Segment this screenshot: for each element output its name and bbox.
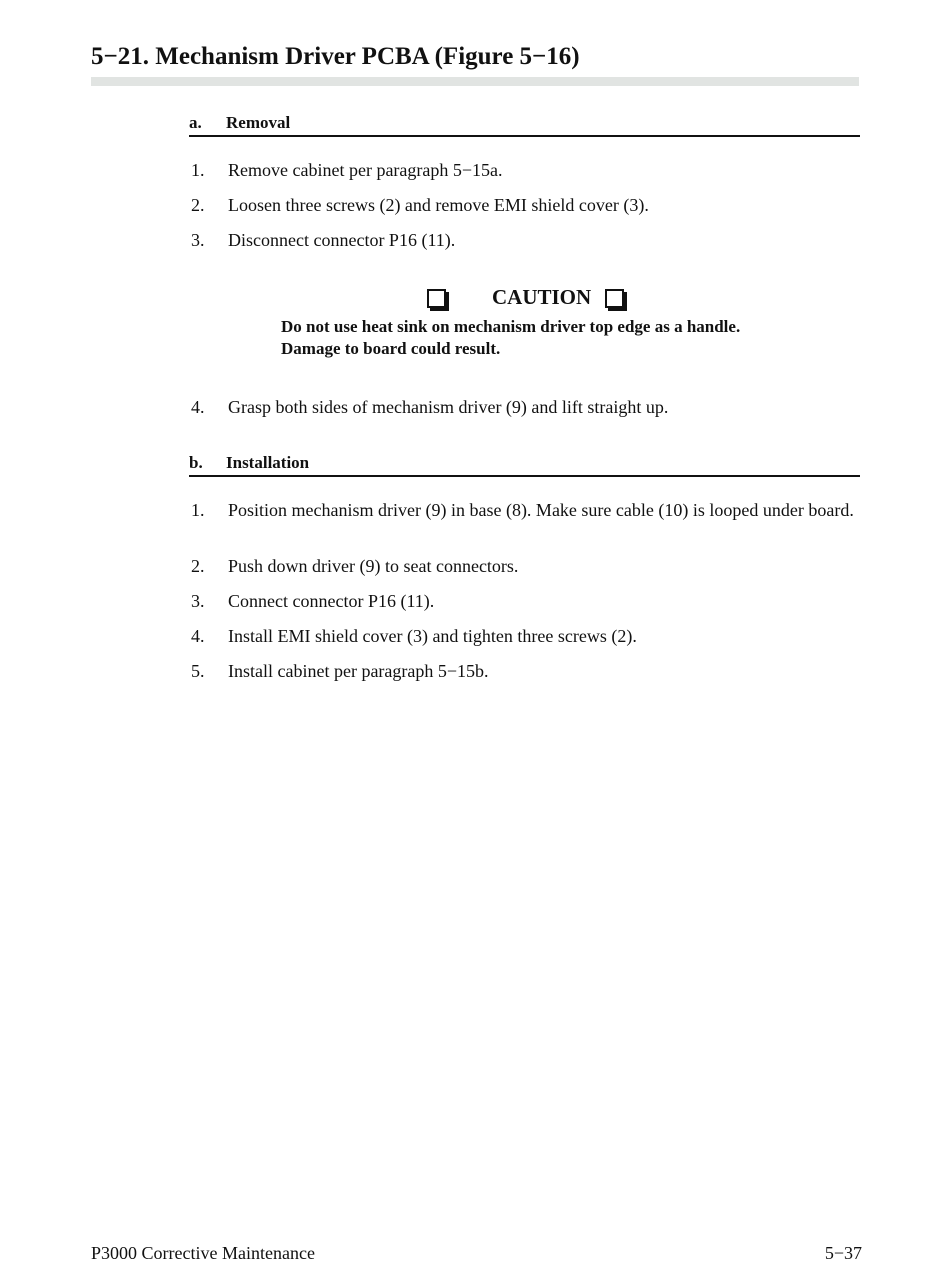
step-number: 2. [191,195,205,215]
step-number: 1. [191,160,205,180]
step-text: Install EMI shield cover (3) and tighten three screws (2). [228,626,637,646]
step-text: Connect connector P16 (11). [228,591,435,611]
step-number: 3. [191,230,205,250]
step-text: Loosen three screws (2) and remove EMI shield cover (3). [228,195,649,215]
removal-step-4 [189,396,861,418]
section-heading-removal [189,113,860,137]
step-text: Position mechanism driver (9) in base (8). Make sure cable (10) is looped under board. [228,500,854,520]
step-number: 4. [191,397,205,417]
section-title: Installation [226,453,310,472]
step-text: Install cabinet per paragraph 5−15b. [228,661,489,681]
installation-step-5 [189,660,861,682]
caution-line: Do not use heat sink on mechanism driver top edge as a handle. [281,317,741,336]
step-number: 5. [191,661,205,681]
caution-text [281,316,841,360]
removal-step-3 [189,229,861,251]
step-text: Remove cabinet per paragraph 5−15a. [228,160,503,180]
step-text: Grasp both sides of mechanism driver (9) and lift straight up. [228,397,669,417]
caution-heading [425,284,635,312]
caution-label: CAUTION [492,285,592,309]
section-title: Removal [226,113,291,132]
installation-step-3 [189,590,861,612]
installation-step-2 [189,555,861,577]
title-rule [91,77,859,86]
step-number: 4. [191,626,205,646]
footer-page-number: 5−37 [824,1243,862,1263]
ballot-box-icon [427,289,446,308]
removal-step-2 [189,194,861,216]
step-number: 2. [191,556,205,576]
step-number: 1. [191,500,205,520]
section-letter: a. [189,113,202,132]
installation-step-1 [189,499,861,521]
caution-line: Damage to board could result. [281,339,501,358]
installation-step-4 [189,625,861,647]
section-heading-installation [189,453,860,477]
footer-manual-title: P3000 Corrective Maintenance [91,1243,315,1263]
section-letter: b. [189,453,203,472]
step-number: 3. [191,591,205,611]
page-title: 5−21. Mechanism Driver PCBA (Figure 5−16) [91,43,580,70]
step-text: Disconnect connector P16 (11). [228,230,456,250]
step-text: Push down driver (9) to seat connectors. [228,556,519,576]
removal-step-1 [189,159,861,181]
ballot-box-icon [605,289,624,308]
